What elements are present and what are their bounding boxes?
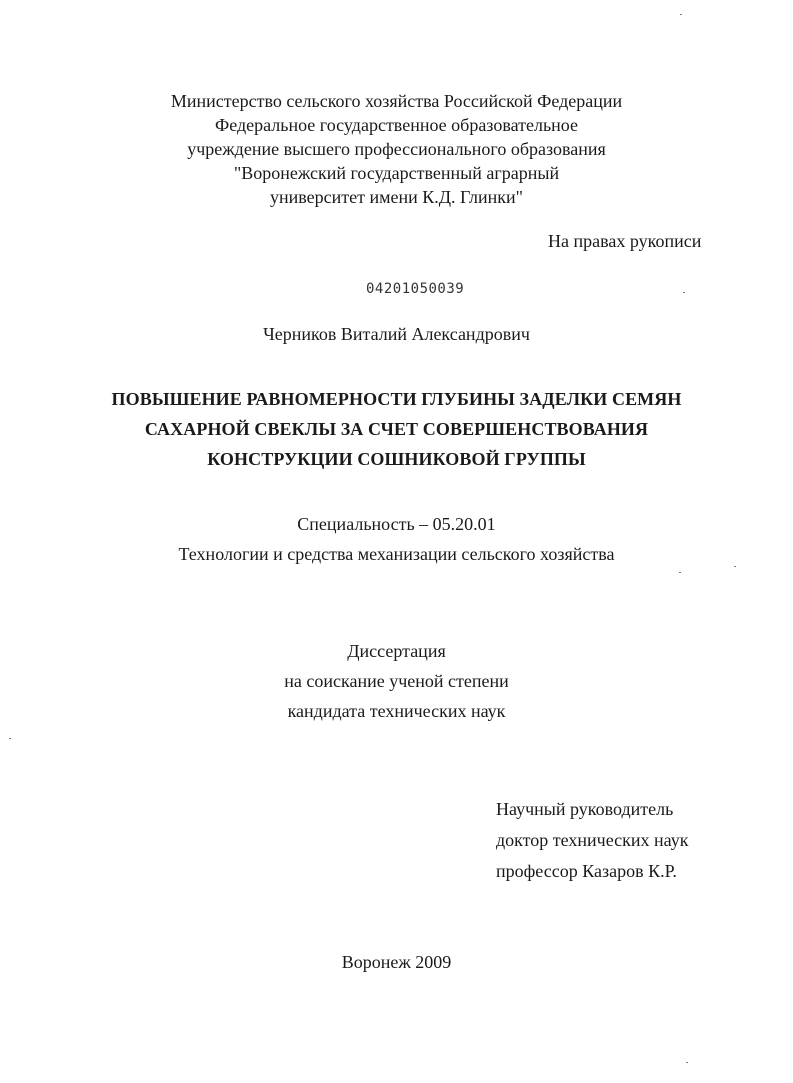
degree-line: кандидата технических наук (287, 701, 506, 721)
supervisor-line: Научный руководитель (496, 799, 674, 819)
degree-statement (0, 636, 793, 726)
title-line: ПОВЫШЕНИЕ РАВНОМЕРНОСТИ ГЛУБИНЫ ЗАДЕЛКИ СЕМЯН (111, 389, 682, 409)
specialty-name: Технологии и средства механизации сельского хозяйства (178, 544, 615, 564)
manuscript-rights: На правах рукописи (548, 231, 702, 251)
organization-line: университет имени К.Д. Глинки" (269, 187, 524, 207)
scan-speck (9, 738, 11, 739)
degree-line: на соискание ученой степени (284, 671, 509, 691)
place-and-year: Воронеж 2009 (341, 952, 452, 972)
scan-speck (686, 1062, 688, 1063)
organization-header (0, 89, 793, 209)
title-line: САХАРНОЙ СВЕКЛЫ ЗА СЧЕТ СОВЕРШЕНСТВОВАНИЯ (144, 419, 649, 439)
degree-line: Диссертация (347, 641, 446, 661)
scan-speck (679, 572, 681, 573)
scan-speck (680, 14, 682, 15)
supervisor-block (496, 794, 689, 887)
title-line: КОНСТРУКЦИИ СОШНИКОВОЙ ГРУППЫ (207, 449, 586, 469)
dissertation-title (0, 384, 793, 474)
organization-line: учреждение высшего профессионального образования (187, 139, 606, 159)
specialty-code: Специальность – 05.20.01 (297, 514, 496, 534)
supervisor-line: профессор Казаров К.Р. (496, 861, 677, 881)
organization-line: "Воронежский государственный аграрный (233, 163, 560, 183)
organization-line: Министерство сельского хозяйства Российской Федерации (170, 91, 623, 111)
organization-line: Федеральное государственное образовательное (215, 115, 578, 135)
supervisor-line: доктор технических наук (496, 830, 689, 850)
catalog-number: 04201050039 (366, 281, 465, 297)
scan-speck (734, 566, 736, 567)
scan-speck (683, 292, 685, 293)
author-name: Черников Виталий Александрович (263, 324, 530, 344)
